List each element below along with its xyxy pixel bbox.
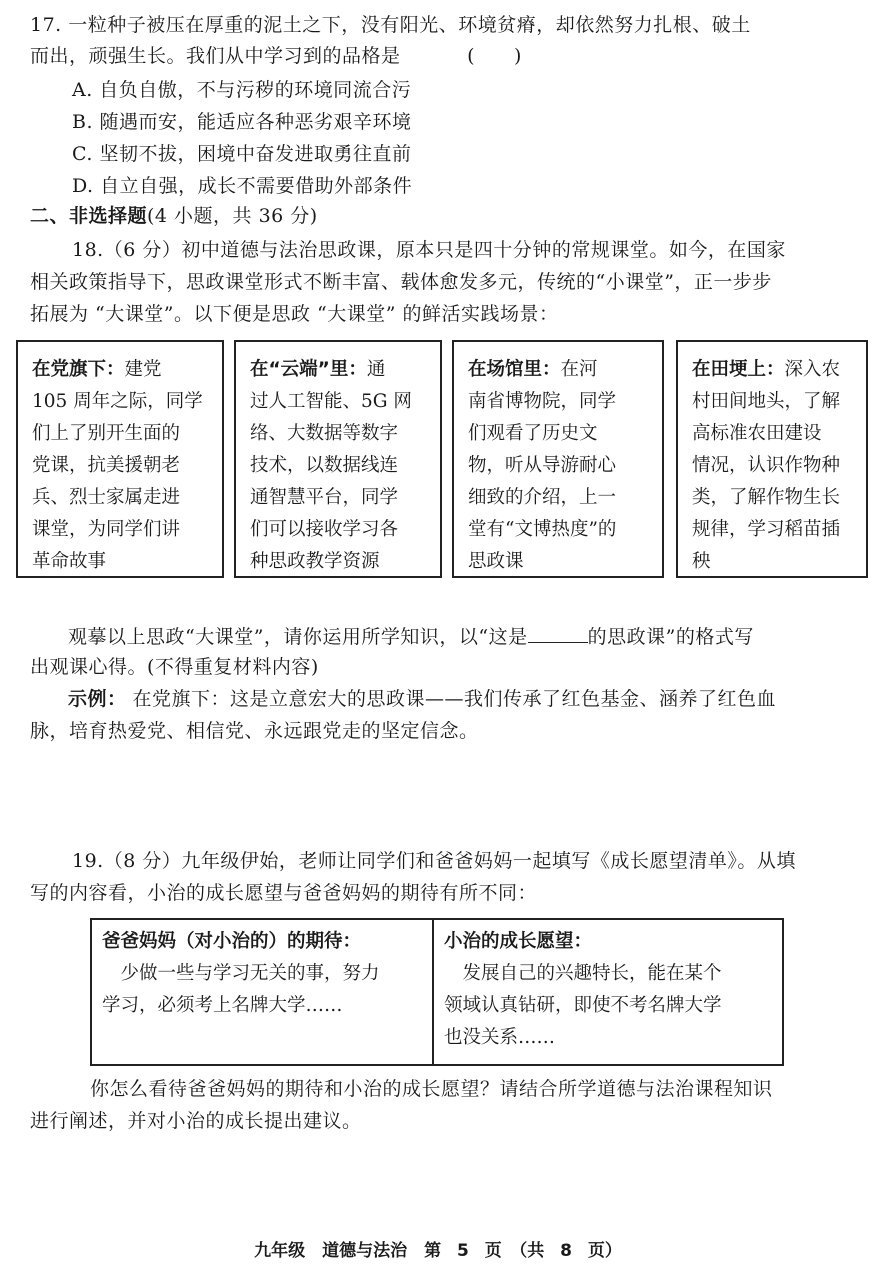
scene-box-label: 在场馆里： [468,359,561,380]
scene-box-text: 课堂，为同学们讲 [32,519,181,540]
fill-in-blank [528,622,588,643]
scene-box-field [676,340,868,578]
q19-task-line-2: 进行阐述，并对小治的成长提出建议。 [30,1110,362,1132]
scene-box-text: 规律，学习稻苗插 [692,519,841,540]
q19-intro-1: 19.（8 分）九年级伊始，老师让同学们和爸爸妈妈一起填写《成长愿望清单》。从填 [72,850,796,872]
scene-box-text: 思政课 [468,551,524,572]
scene-box-text: 深入农 [784,359,841,380]
xiaozhi-wish-heading: 小治的成长愿望： [444,931,593,952]
parents-expectation-cell [92,920,434,1064]
scene-box-label: 在党旗下： [32,359,125,380]
parents-expectation-text: 学习，必须考上名牌大学…… [102,995,343,1016]
q17-option-b: B. 随遇而安，能适应各种恶劣艰辛环境 [72,111,412,133]
q19-task-line-1: 你怎么看待爸爸妈妈的期待和小治的成长愿望？请结合所学道德与法治课程知识 [90,1078,773,1100]
q18-intro-3: 拓展为 “大课堂”。以下便是思政 “大课堂” 的鲜活实践场景： [30,303,559,325]
xiaozhi-wish-cell [434,920,782,1064]
scene-box-text: 秧 [692,551,711,572]
scene-box-text: 络、大数据等数字 [250,423,399,444]
scene-box-text: 革命故事 [32,551,107,572]
scene-box-text: 情况，认识作物种 [692,455,841,476]
example-text: 在党旗下：这是立意宏大的思政课——我们传承了红色基金、涵养了红色血 [132,688,777,710]
q17-option-d: D. 自立自强，成长不需要借助外部条件 [72,175,413,197]
q17-answer-bracket: ( ) [467,45,522,67]
scene-box-text: 类，了解作物生长 [692,487,841,508]
scene-box-text: 们上了别开生面的 [32,423,181,444]
q18-task-text: 观摹以上思政“大课堂”，请你运用所学知识，以“这是 [68,626,528,648]
q18-intro-2: 相关政策指导下，思政课堂形式不断丰富、载体愈发多元，传统的“小课堂”，正一步步 [30,271,772,293]
parents-expectation-heading: 爸爸妈妈（对小治的）的期待： [102,931,362,952]
q18-task-text: 的思政课”的格式写 [587,626,754,648]
q17-line-1: 17. 一粒种子被压在厚重的泥土之下，没有阳光、环境贫瘠，却依然努力扎根、破土 [30,14,751,36]
q17-line-2 [30,41,522,71]
scene-box-text: 建党 [124,359,162,380]
scene-box-text: 堂有“文博热度”的 [468,519,617,540]
scene-box-text: 过人工智能、5G 网 [250,391,412,412]
scene-box-party-flag [16,340,224,578]
scene-box-text: 们可以接收学习各 [250,519,399,540]
scene-box-text: 物，听从导游耐心 [468,455,617,476]
q18-example-line-2: 脉，培育热爱党、相信党、永远跟党走的坚定信念。 [30,720,479,742]
scene-box-cloud [234,340,442,578]
q19-wish-table [90,918,784,1066]
section-2-note: (4 小题，共 36 分) [147,205,318,227]
scene-box-text: 党课，抗美援朝老 [32,455,181,476]
q17-option-c: C. 坚韧不拔，困境中奋发进取勇往直前 [72,143,412,165]
section-2-title: 二、非选择题 [30,205,148,227]
scene-box-label: 在“云端”里： [250,359,367,380]
q17-stem-end: 而出，顽强生长。我们从中学习到的品格是 [30,45,401,67]
q19-intro-2: 写的内容看，小治的成长愿望与爸爸妈妈的期待有所不同： [30,882,538,904]
scene-box-label: 在田埂上： [692,359,785,380]
q17-option-a: A. 自负自傲，不与污秽的环境同流合污 [72,79,412,101]
parents-expectation-text: 少做一些与学习无关的事，努力 [102,963,380,984]
scene-box-text: 在河 [560,359,598,380]
example-label: 示例： [68,688,127,710]
q18-task-line-1 [68,622,754,652]
section-2-heading [30,201,318,231]
q18-intro-1: 18.（6 分）初中道德与法治思政课，原本只是四十分钟的常规课堂。如今，在国家 [72,239,786,261]
page-footer: 九年级 道德与法治 第 5 页 （共 8 页） [254,1241,622,1261]
xiaozhi-wish-text: 发展自己的兴趣特长，能在某个 [444,963,722,984]
scene-box-text: 种思政教学资源 [250,551,380,572]
scene-box-text: 兵、烈士家属走进 [32,487,181,508]
scene-box-text: 105 周年之际，同学 [32,391,203,412]
scene-box-text: 南省博物院，同学 [468,391,617,412]
scene-box-text: 们观看了历史文 [468,423,598,444]
xiaozhi-wish-text: 领域认真钻研，即使不考名牌大学 [444,995,722,1016]
scene-box-text: 高标准农田建设 [692,423,822,444]
scene-box-text: 细致的介绍，上一 [468,487,617,508]
scene-box-text: 技术，以数据线连 [250,455,399,476]
scene-box-text: 通 [366,359,386,380]
xiaozhi-wish-text: 也没关系…… [444,1027,556,1048]
scene-box-text: 村田间地头，了解 [692,391,841,412]
q18-example-line-1 [68,684,776,714]
scene-box-museum [452,340,664,578]
scene-box-text: 通智慧平台，同学 [250,487,399,508]
q18-task-line-2: 出观课心得。(不得重复材料内容) [30,656,319,678]
